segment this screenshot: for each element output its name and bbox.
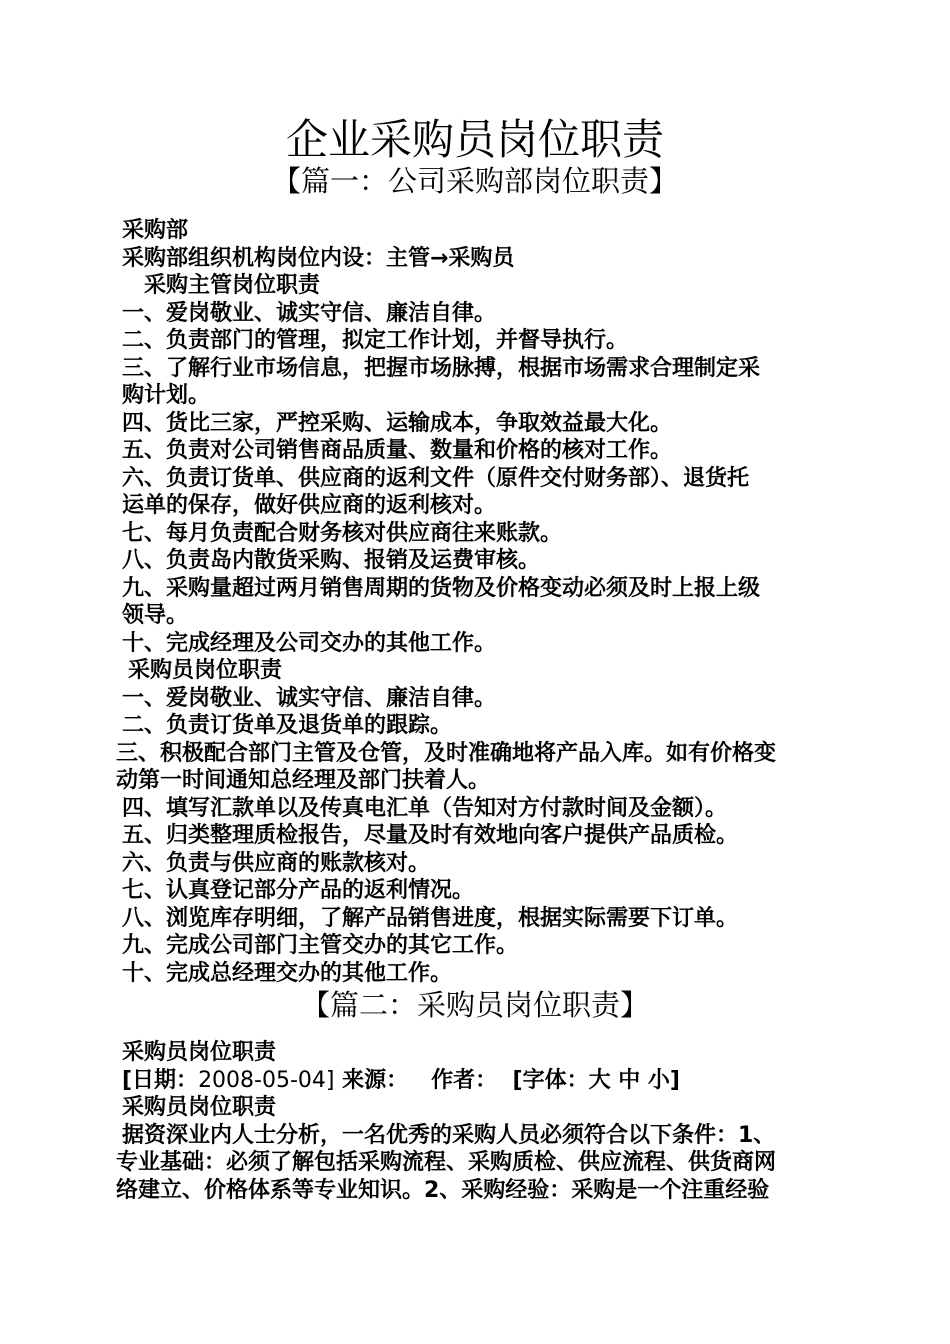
supervisor-duty-1: 一、爱岗敬业、诚实守信、廉洁自律。: [122, 300, 497, 326]
section-2-heading: 【篇二：采购员岗位职责】: [300, 988, 649, 1022]
supervisor-duties-heading: 采购主管岗位职责: [144, 273, 321, 298]
author-label: 作者：: [431, 1067, 498, 1093]
buyer-duty-6: 六、负责与供应商的账款核对。: [122, 850, 431, 876]
supervisor-duty-3: 三、了解行业市场信息，把握市场脉搏，根据市场需求合理制定采: [122, 355, 761, 381]
date-label: [日期：: [122, 1067, 199, 1093]
supervisor-duty-3-cont: 购计划。: [122, 383, 211, 408]
buyer-duty-4: 四、填写汇款单以及传真电汇单（告知对方付款时间及金额）。: [122, 795, 728, 821]
buyer-duty-2: 二、负责订货单及退货单的跟踪。: [122, 713, 453, 738]
supervisor-duty-6-cont: 运单的保存，做好供应商的返利核对。: [122, 493, 497, 518]
supervisor-duty-2: 二、负责部门的管理，拟定工作计划，并督导执行。: [122, 328, 629, 353]
dept-heading: 采购部: [122, 218, 189, 243]
buyer-duty-7: 七、认真登记部分产品的返利情况。: [122, 878, 475, 903]
supervisor-duty-6: 六、负责订货单、供应商的返利文件（原件交付财务部）、退货托: [122, 465, 750, 491]
buyer-duty-8: 八、浏览库存明细，了解产品销售进度，根据实际需要下订单。: [122, 905, 739, 931]
buyer-duty-1: 一、爱岗敬业、诚实守信、廉洁自律。: [122, 685, 497, 711]
section-2-subheading: 采购员岗位职责: [122, 1040, 277, 1065]
supervisor-duty-4: 四、货比三家，严控采购、运输成本，争取效益最大化。: [122, 410, 673, 436]
buyer-duty-5: 五、归类整理质检报告，尽量及时有效地向客户提供产品质检。: [122, 823, 739, 848]
supervisor-duty-9: 九、采购量超过两月销售周期的货物及价格变动必须及时上报上级: [122, 575, 761, 601]
article-paragraph-line-1: 据资深业内人士分析，一名优秀的采购人员必须符合以下条件：1、: [122, 1122, 776, 1148]
buyer-duty-3-cont: 动第一时间通知总经理及部门扶着人。: [116, 768, 491, 793]
supervisor-duty-9-cont: 领导。: [122, 603, 189, 628]
buyer-duty-10: 十、完成总经理交办的其他工作。: [122, 960, 453, 986]
supervisor-duty-5: 五、负责对公司销售商品质量、数量和价格的核对工作。: [122, 438, 673, 463]
document-title: 企业采购员岗位职责: [285, 115, 664, 164]
date-value: 2008-05-04]: [198, 1067, 335, 1093]
section-1-heading: 【篇一：公司采购部岗位职责】: [271, 164, 678, 198]
buyer-duties-heading: 采购员岗位职责: [128, 658, 283, 683]
buyer-duty-3: 三、积极配合部门主管及仓管，及时准确地将产品入库。如有价格变: [116, 740, 777, 766]
org-structure-line: 采购部组织机构岗位内设：主管→采购员: [122, 245, 515, 271]
article-paragraph-line-3: 络建立、价格体系等专业知识。2、采购经验：采购是一个注重经验: [116, 1177, 770, 1203]
section-1-body: [116, 217, 840, 987]
supervisor-duty-7: 七、每月负责配合财务核对供应商往来账款。: [122, 520, 563, 546]
buyer-duty-9: 九、完成公司部门主管交办的其它工作。: [122, 933, 519, 958]
section-2-body: [116, 1039, 840, 1204]
supervisor-duty-10: 十、完成经理及公司交办的其他工作。: [122, 630, 497, 656]
supervisor-duty-8: 八、负责岛内散货采购、报销及运费审核。: [122, 548, 541, 573]
font-size-options[interactable]: [字体：大 中 小]: [512, 1067, 680, 1093]
article-paragraph-line-2: 专业基础：必须了解包括采购流程、采购质检、供应流程、供货商网: [116, 1150, 777, 1175]
source-label: 来源：: [342, 1067, 409, 1093]
article-heading: 采购员岗位职责: [122, 1095, 277, 1120]
article-meta: [116, 1067, 840, 1095]
